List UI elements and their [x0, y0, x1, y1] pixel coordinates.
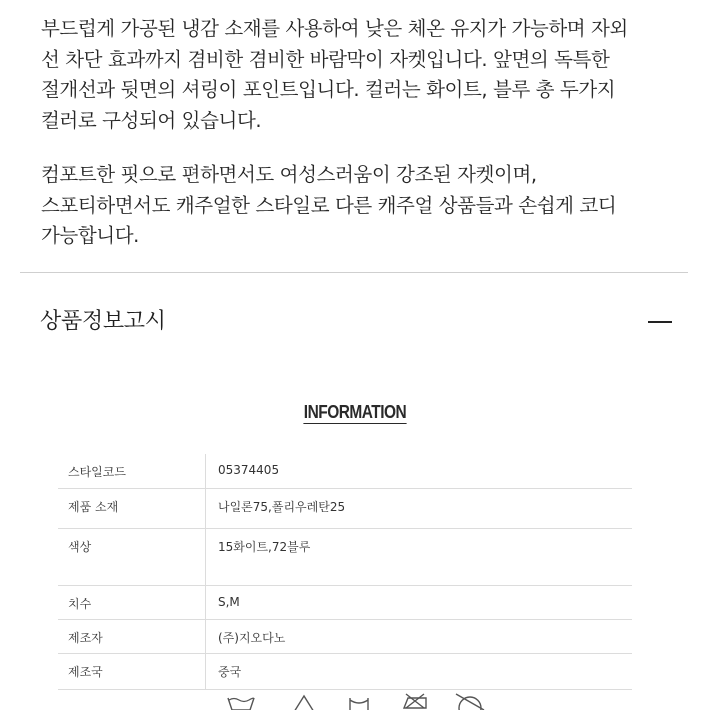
- row-label: 스타일코드: [68, 465, 126, 479]
- dry-square-icon: [346, 690, 372, 710]
- bleach-triangle-icon: [290, 690, 318, 710]
- wash-tub-icon: [226, 690, 256, 710]
- description-line: 가능합니다.: [41, 224, 139, 247]
- table-row: [58, 528, 632, 585]
- description-line: 선 차단 효과까지 겸비한 겸비한 바람막이 자켓입니다. 앞면의 독특한: [41, 47, 610, 71]
- row-label: 치수: [68, 596, 92, 611]
- row-value: 나일론75,폴리우레탄25: [218, 499, 346, 514]
- row-label: 색상: [68, 539, 92, 554]
- row-label: 제조자: [68, 630, 103, 645]
- row-value: 05374405: [218, 463, 280, 477]
- table-row: [58, 488, 632, 528]
- description-line: 컬러로 구성되어 있습니다.: [41, 108, 262, 132]
- dry-clean-circle-icon: [452, 690, 488, 710]
- information-heading-text: INFORMATION: [303, 402, 407, 422]
- row-label: 제품 소재: [68, 499, 119, 514]
- table-row: [58, 619, 632, 653]
- product-description: [41, 14, 681, 252]
- information-heading: [50, 402, 661, 423]
- table-row: [58, 454, 632, 488]
- row-label: 제조국: [68, 664, 103, 679]
- row-value: 중국: [218, 664, 242, 679]
- care-icons-row: [0, 690, 710, 710]
- table-row: [58, 653, 632, 689]
- product-notice-accordion[interactable]: [0, 300, 710, 346]
- row-value: (주)지오다노: [218, 630, 286, 645]
- section-divider: [20, 272, 688, 273]
- description-line: 절개선과 뒷면의 셔링이 포인트입니다. 컬러는 화이트, 블루 총 두가지: [41, 78, 616, 101]
- minus-icon[interactable]: [648, 321, 672, 323]
- row-value: 15화이트,72블루: [218, 539, 311, 554]
- description-line: 스포티하면서도 캐주얼한 스타일로 다른 캐주얼 상품들과 손쉽게 코디: [41, 193, 617, 217]
- description-line: 부드럽게 가공된 냉감 소재를 사용하여 낮은 체온 유지가 가능하며 자외: [41, 17, 628, 40]
- accordion-title: 상품정보고시: [40, 309, 166, 334]
- iron-icon: [398, 690, 432, 710]
- table-row: [58, 585, 632, 619]
- row-value: S,M: [218, 594, 240, 609]
- description-line: 컴포트한 핏으로 편하면서도 여성스러움이 강조된 자켓이며,: [41, 163, 537, 186]
- product-info-table: [58, 454, 632, 690]
